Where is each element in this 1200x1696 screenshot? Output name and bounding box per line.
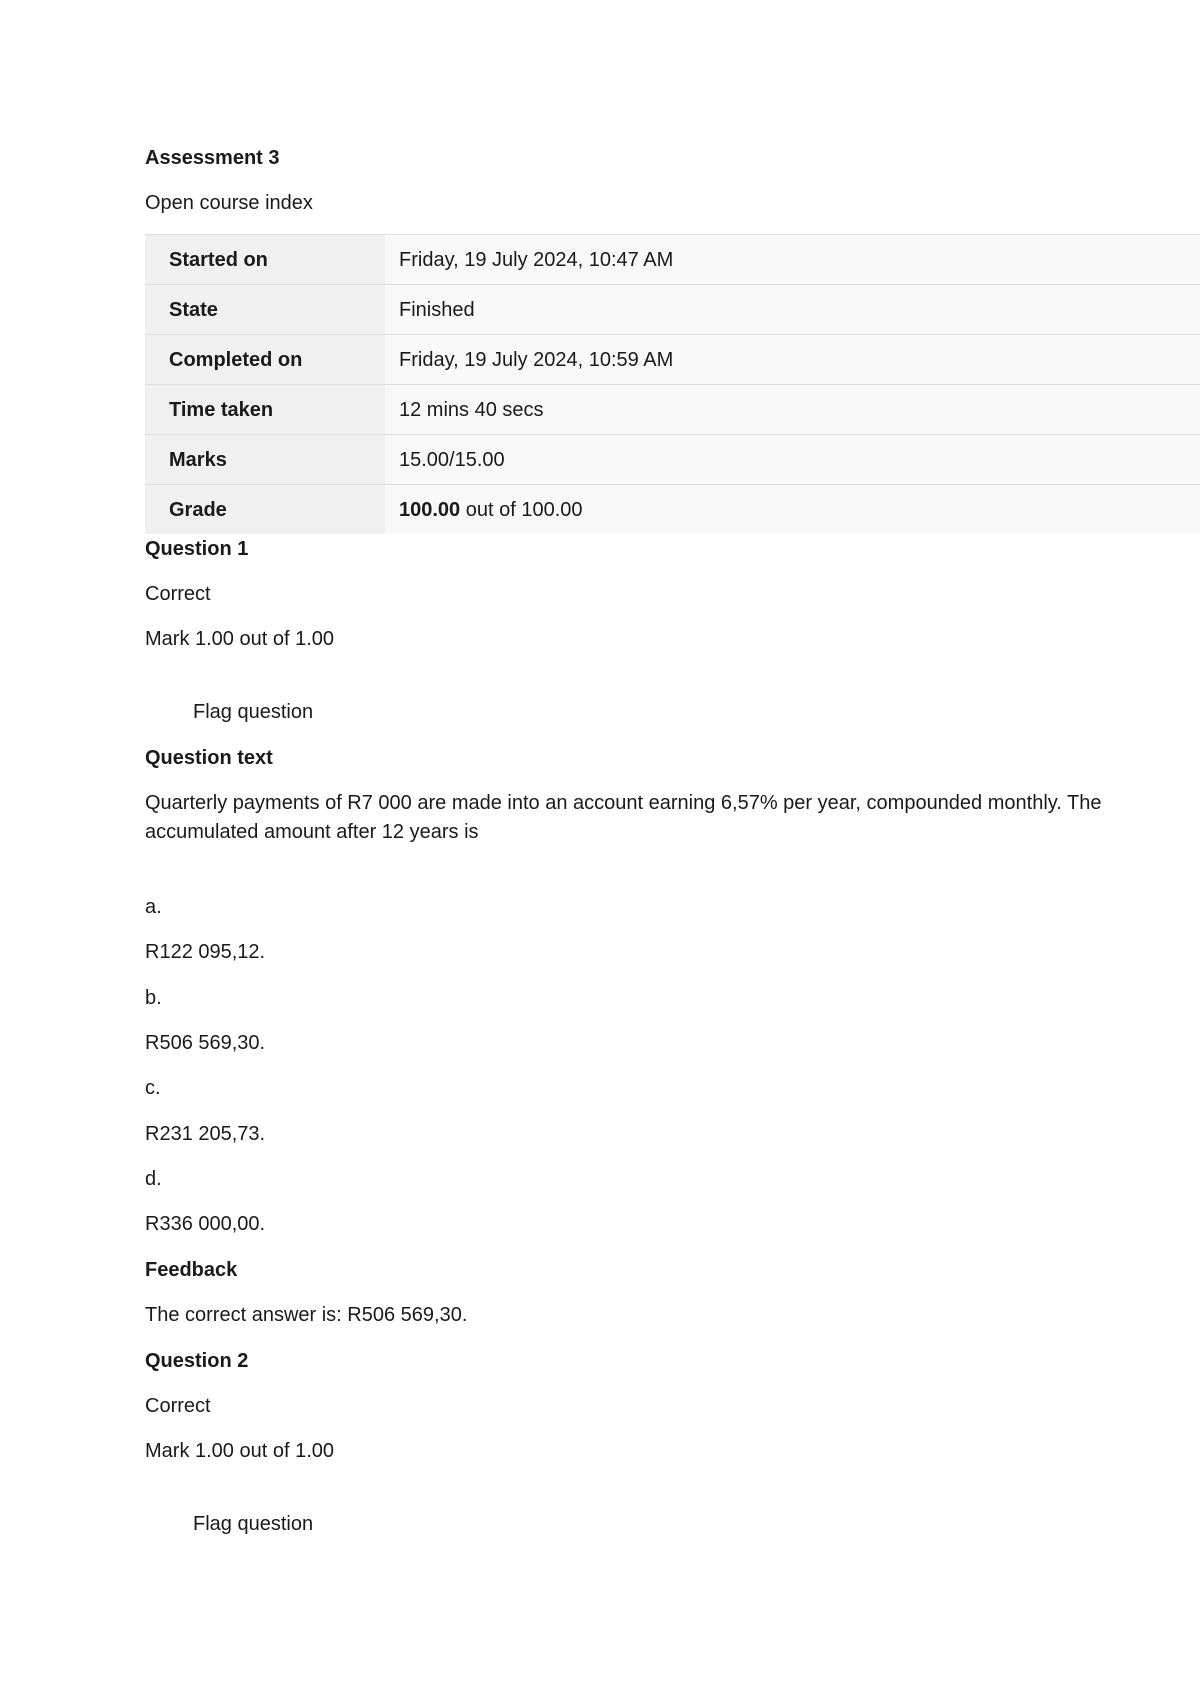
- summary-value: 12 mins 40 secs: [385, 385, 1200, 435]
- summary-value: 15.00/15.00: [385, 435, 1200, 485]
- attempt-summary-table: [145, 234, 1200, 534]
- summary-label: Grade: [145, 485, 385, 535]
- table-row: [145, 435, 1200, 485]
- table-row: [145, 385, 1200, 435]
- option-answer[interactable]: R506 569,30.: [145, 1032, 266, 1054]
- summary-label: Started on: [145, 235, 385, 285]
- feedback-text: The correct answer is: R506 569,30.: [145, 1304, 468, 1326]
- option-letter: a.: [145, 896, 162, 918]
- summary-label: Marks: [145, 435, 385, 485]
- option-answer[interactable]: R122 095,12.: [145, 941, 266, 963]
- option-letter: b.: [145, 987, 162, 1009]
- summary-value: [385, 485, 1200, 535]
- table-row: [145, 235, 1200, 285]
- question-2-mark: Mark 1.00 out of 1.00: [145, 1440, 335, 1462]
- grade-score: 100.00: [399, 498, 461, 521]
- summary-label: Completed on: [145, 335, 385, 385]
- question-1-status: Correct: [145, 583, 211, 605]
- question-1-flag-link[interactable]: Flag question: [193, 701, 314, 723]
- question-2-status: Correct: [145, 1395, 211, 1417]
- question-1-title: Question 1: [145, 538, 249, 560]
- option-letter: d.: [145, 1168, 162, 1190]
- question-1-text: Quarterly payments of R7 000 are made into an account earning 6,57% per year, compounded monthly. The accumulated amount after 12 years is: [145, 792, 1102, 843]
- summary-value: Friday, 19 July 2024, 10:47 AM: [385, 235, 1200, 285]
- option-answer[interactable]: R231 205,73.: [145, 1123, 266, 1145]
- table-row: [145, 485, 1200, 535]
- table-row: [145, 285, 1200, 335]
- question-1-text-heading: Question text: [145, 747, 273, 769]
- grade-total: out of 100.00: [460, 498, 583, 521]
- summary-value: Friday, 19 July 2024, 10:59 AM: [385, 335, 1200, 385]
- question-2-flag-link[interactable]: Flag question: [193, 1513, 314, 1535]
- question-2-title: Question 2: [145, 1350, 249, 1372]
- open-course-index-link[interactable]: Open course index: [145, 192, 313, 214]
- table-row: [145, 335, 1200, 385]
- summary-label: Time taken: [145, 385, 385, 435]
- summary-label: State: [145, 285, 385, 335]
- page-title: Assessment 3: [145, 147, 280, 169]
- option-letter: c.: [145, 1077, 161, 1099]
- question-1-mark: Mark 1.00 out of 1.00: [145, 628, 335, 650]
- summary-value: Finished: [385, 285, 1200, 335]
- option-answer[interactable]: R336 000,00.: [145, 1213, 266, 1235]
- feedback-heading: Feedback: [145, 1259, 238, 1281]
